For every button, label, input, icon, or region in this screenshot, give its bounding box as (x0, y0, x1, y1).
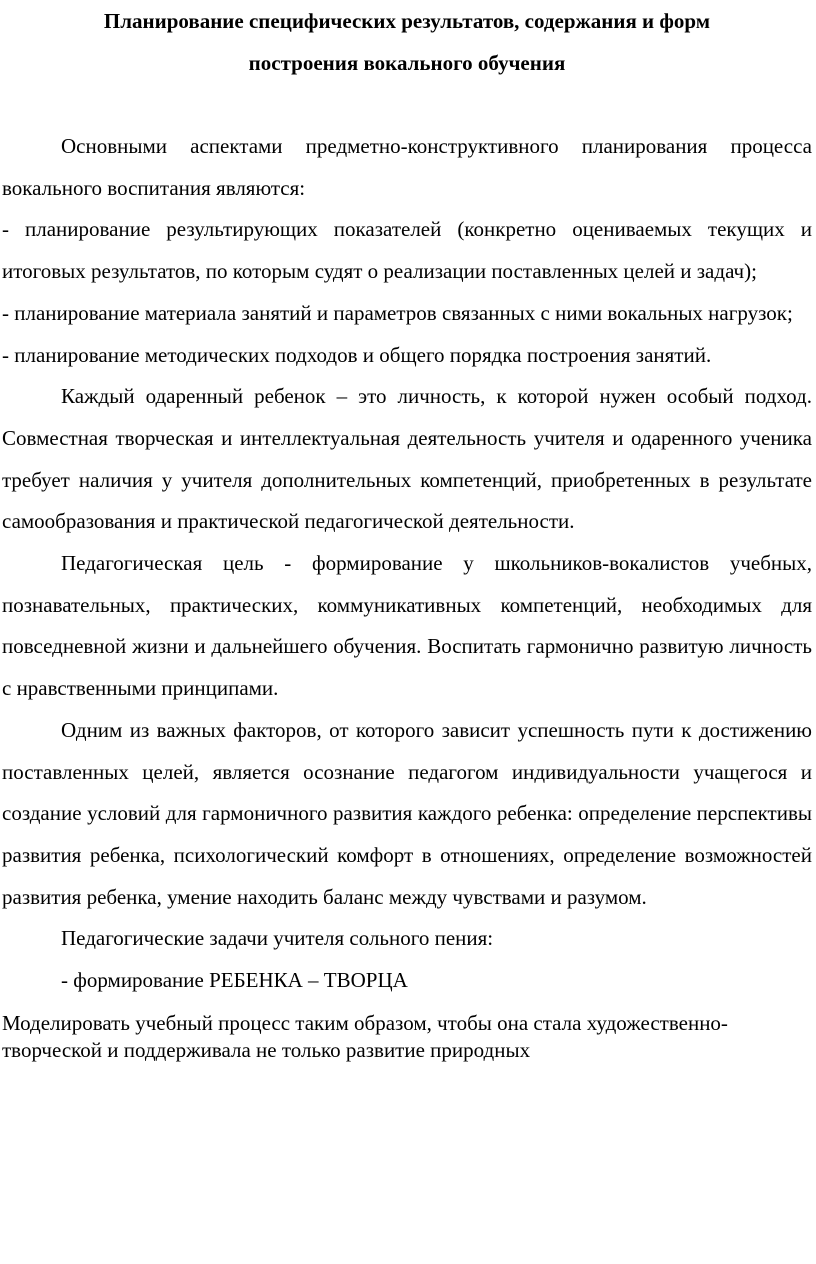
paragraph-task-item: - формирование РЕБЕНКА – ТВОРЦА (61, 968, 408, 993)
paragraph-important-factors: Одним из важных факторов, от которого зависит успешность пути к достижению поставленных целей, является осознание педагогом индивидуальности учащегося и создание условий для гармоничного развития каждого ребенка: определение перспективы развития ребенка, психологический комфорт в отношениях, определение возможностей развития ребенка, умение находить баланс между чувствами и разумом. (2, 717, 812, 909)
paragraph-tasks-heading: Педагогические задачи учителя сольного пения: (61, 926, 494, 951)
title-line-1: Планирование специфических результатов, содержания и форм (103, 9, 711, 33)
paragraph-list-item-2: - планирование материала занятий и параметров связанных с ними вокальных нагрузок; (2, 300, 793, 325)
paragraph-gifted-child: Каждый одаренный ребенок – это личность, к которой нужен особый подход. Совместная творческая и интеллектуальная деятельность учителя и одаренного ученика требует наличия у учителя дополнительных компетенций, приобретенных в результате самообразования и практической педагогической деятельности. (2, 384, 812, 534)
paragraph-list-item-1: - планирование результирующих показателей (конкретно оцениваемых текущих и итоговых результатов, по которым судят о реализации поставленных целей и задач); (2, 217, 812, 284)
document-title (2, 0, 812, 84)
title-line-2: построения вокального обучения (248, 51, 566, 75)
paragraph-pedagogical-goal: Педагогическая цель - формирование у школьников-вокалистов учебных, познавательных, практических, коммуникативных компетенций, необходимых для повседневной жизни и дальнейшего обучения. Воспитать гармонично развитую личность с нравственными принципами. (2, 551, 812, 701)
title-spacer (2, 84, 812, 126)
paragraph-list-item-3: - планирование методических подходов и общего порядка построения занятий. (2, 342, 712, 367)
paragraph-modeling: Моделировать учебный процесс таким образом, чтобы она стала художественно-творческой и поддерживала не только развитие природных (2, 1010, 728, 1062)
paragraph-intro: Основными аспектами предметно-конструктивного планирования процесса вокального воспитания являются: (2, 134, 812, 200)
